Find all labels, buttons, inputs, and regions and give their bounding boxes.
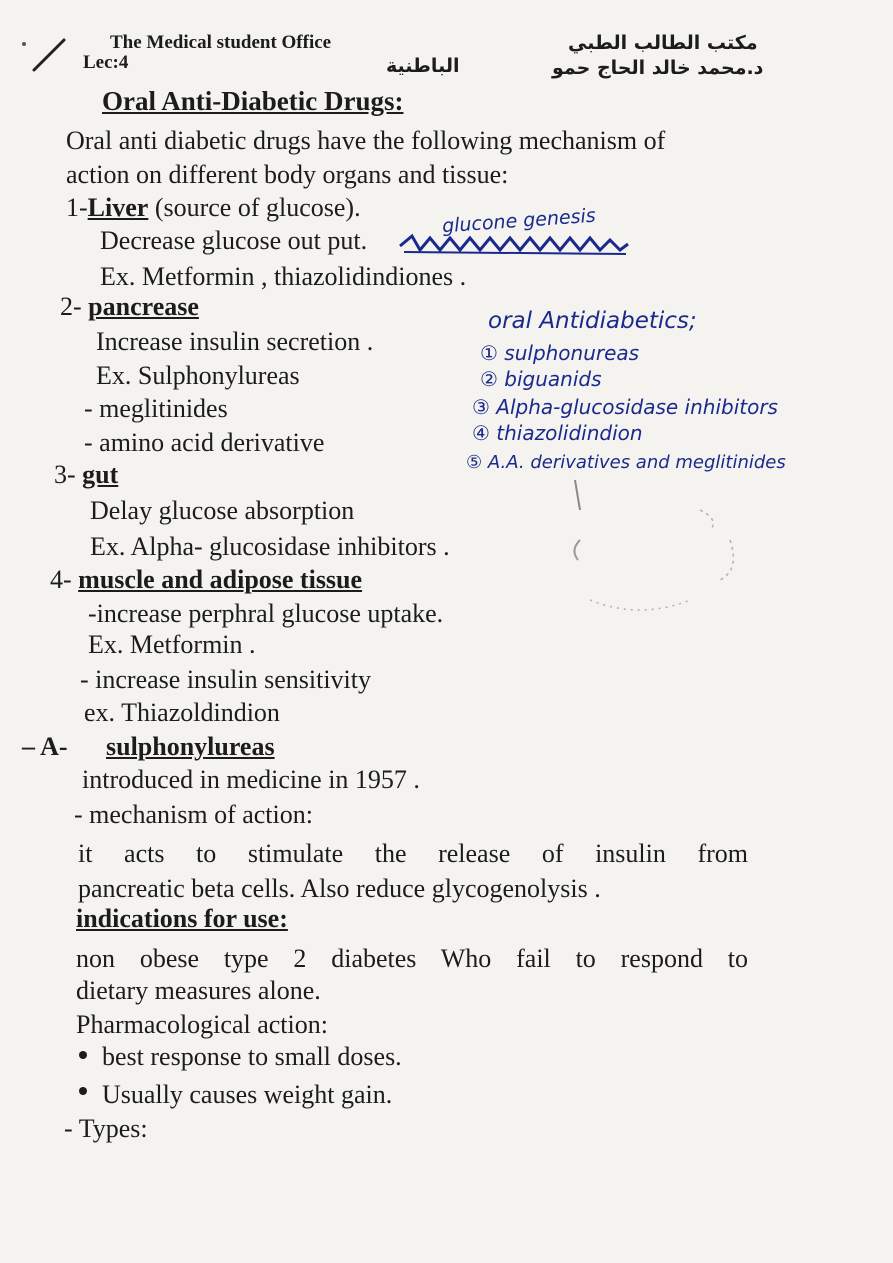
pancreas-number: 2- [60, 292, 89, 321]
pancreas-name: pancrease [88, 292, 199, 321]
muscle-line-2: Ex. Metformin . [88, 630, 256, 659]
muscle-line-4: ex. Thiazoldindion [84, 698, 280, 727]
pancreas-line-4: - amino acid derivative [84, 428, 325, 457]
bullet-dot [79, 1087, 87, 1095]
pancreas-line-2: Ex. Sulphonylureas [96, 361, 300, 390]
indications-heading: indications for use: [76, 904, 288, 933]
office-name-english: The Medical student Office [110, 32, 332, 53]
handwritten-list-item: ④ thiazolidindion [472, 421, 643, 445]
office-name-arabic: مكتب الطالب الطبي [568, 32, 758, 54]
pancreas-heading [60, 292, 199, 322]
muscle-heading [50, 565, 362, 595]
liver-number: 1- [66, 193, 88, 222]
pharmacological-heading: Pharmacological action: [76, 1010, 328, 1039]
intro-line-1: Oral anti diabetic drugs have the following mechanism of [66, 126, 666, 155]
liver-suffix: (source of glucose). [148, 193, 361, 222]
faint-sketch-decoration [560, 470, 760, 620]
intro-line-2: action on different body organs and tissue: [66, 160, 509, 189]
mechanism-line-2: pancreatic beta cells. Also reduce glycogenolysis . [78, 874, 601, 903]
lecture-number: Lec:4 [83, 52, 129, 73]
mechanism-line-1: it acts to stimulate the release of insulin from [78, 839, 748, 868]
pancreas-line-3: - meglitinides [84, 394, 228, 423]
section-a-label: – A- [22, 732, 68, 761]
muscle-line-1: -increase perphral glucose uptake. [88, 599, 444, 628]
mechanism-label: - mechanism of action: [74, 800, 313, 829]
indications-line-1: non obese type 2 diabetes Who fail to respond to [76, 944, 748, 973]
subject-arabic: الباطنية [386, 55, 460, 77]
gut-number: 3- [54, 460, 83, 489]
gut-name: gut [82, 460, 119, 489]
pharmacological-bullet: best response to small doses. [102, 1042, 402, 1071]
liver-name: Liver [87, 193, 149, 222]
handwritten-list-item: ⑤ A.A. derivatives and meglitinides [466, 452, 786, 473]
introduced-line: introduced in medicine in 1957 . [82, 765, 420, 794]
liver-line-2: Ex. Metformin , thiazolidindiones . [100, 262, 467, 291]
section-a-heading: sulphonylureas [106, 732, 275, 761]
handwritten-list-title: oral Antidiabetics; [488, 308, 697, 334]
gut-line-2: Ex. Alpha- glucosidase inhibitors . [90, 532, 450, 561]
pen-mark-decoration [18, 36, 78, 76]
liver-heading [66, 193, 361, 223]
liver-line-1: Decrease glucose out put. [100, 226, 368, 255]
muscle-name: muscle and adipose tissue [78, 565, 363, 594]
page-title: Oral Anti-Diabetic Drugs: [102, 86, 404, 116]
handwritten-liver-note: glucone genesis [441, 204, 597, 238]
handwritten-list-item: ② biguanids [480, 367, 602, 391]
muscle-number: 4- [50, 565, 79, 594]
bullet-dot [79, 1051, 87, 1059]
doctor-name-arabic: د.محمد خالد الحاج حمو [552, 57, 764, 79]
pharmacological-bullet: Usually causes weight gain. [102, 1080, 393, 1109]
handwritten-list-item: ① sulphonureas [480, 341, 640, 365]
muscle-line-3: - increase insulin sensitivity [80, 665, 372, 694]
pancreas-line-1: Increase insulin secretion . [96, 327, 374, 356]
gut-line-1: Delay glucose absorption [90, 496, 355, 525]
indications-line-2: dietary measures alone. [76, 976, 321, 1005]
scribble-decoration [398, 232, 633, 258]
handwritten-list-item: ③ Alpha-glucosidase inhibitors [472, 395, 778, 419]
types-line: - Types: [64, 1114, 148, 1143]
gut-heading [54, 460, 118, 490]
